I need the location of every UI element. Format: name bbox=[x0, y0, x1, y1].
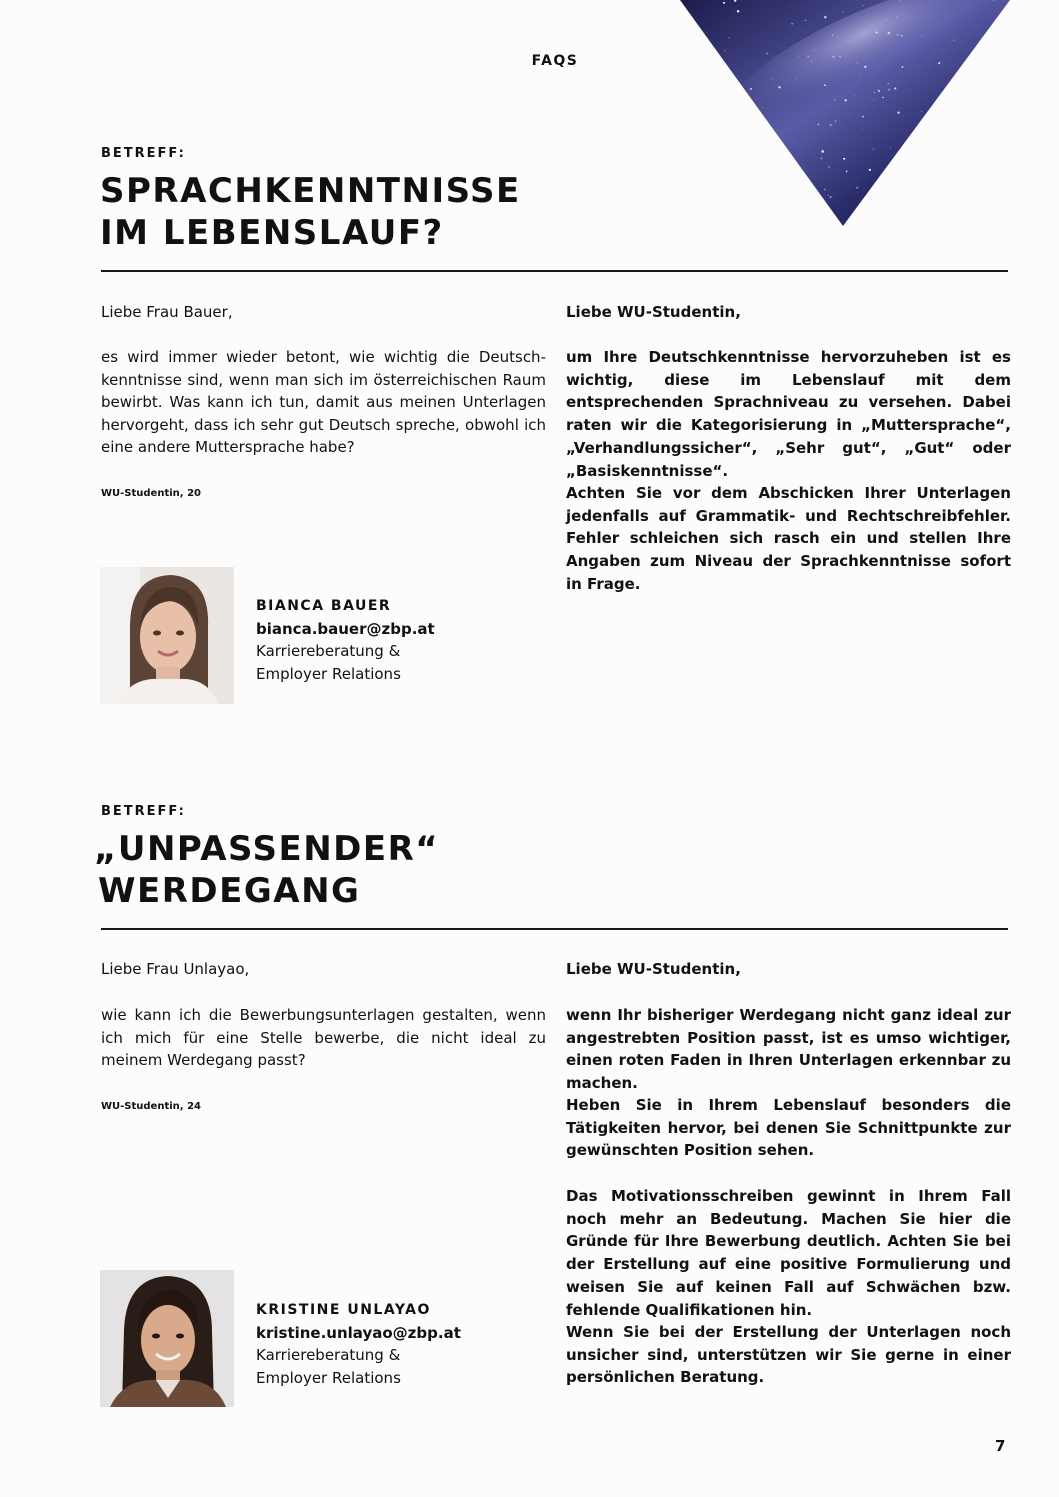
answer-paragraph: wenn Ihr bisheriger Werdegang nicht ganz ideal zur angestrebten Position passt, ist es umso wichtiger, einen roten Faden in Ihren Unterlagen erkennbar zu machen. bbox=[566, 1006, 1011, 1093]
answer-greeting: Liebe WU-Studentin, bbox=[566, 303, 741, 321]
answer-paragraph: Heben Sie in Ihrem Lebenslauf besonders die Tätigkeiten hervor, bei denen Sie Schnittpunkte zur gewünschten Position sehen. bbox=[566, 1096, 1011, 1160]
betreff-label: BETREFF: bbox=[101, 146, 186, 161]
answer-paragraph: Wenn Sie bei der Erstellung der Unterlagen noch unsicher sind, unterstützen wir Sie gerne in einer persönlichen Beratung. bbox=[566, 1323, 1011, 1387]
question-greeting: Liebe Frau Bauer, bbox=[101, 303, 233, 321]
page-number: 7 bbox=[995, 1437, 1006, 1455]
advisor-email[interactable]: bianca.bauer@zbp.at bbox=[256, 619, 435, 638]
answer-greeting: Liebe WU-Studentin, bbox=[566, 960, 741, 978]
advisor-name: BIANCA BAUER bbox=[256, 598, 392, 614]
divider bbox=[101, 270, 1008, 272]
question-text: es wird immer wieder betont, wie wichtig die Deutschkenntnisse sind, wenn man sich im österreichischen Raum bewirbt. Was kann ich tun, damit aus meinen Unterlagen hervorgeht, dass ich sehr gut Deutsch spreche, obwohl ich eine andere Muttersprache habe? bbox=[101, 348, 546, 456]
advisor-email[interactable]: kristine.unlayao@zbp.at bbox=[256, 1323, 461, 1342]
title-line: WERDEGANG bbox=[98, 871, 361, 911]
advisor-contact bbox=[256, 1299, 461, 1389]
answer-paragraph: um Ihre Deutschkenntnisse hervorzuheben ist es wichtig, diese im Lebenslauf mit dem entsprechenden Sprachniveau zu versehen. Dabei raten wir die Kategorisierung in „Muttersprache“, „Verhandlungssicher“, „Sehr gut“, „Gut“ oder „Basiskenntnisse“. bbox=[566, 348, 1011, 480]
advisor-contact bbox=[256, 595, 435, 685]
galaxy-triangle-image bbox=[680, 0, 1010, 226]
question-greeting: Liebe Frau Unlayao, bbox=[101, 960, 250, 978]
section-label: FAQS bbox=[531, 53, 579, 69]
advisor-role: Karriereberatung & bbox=[256, 1346, 401, 1364]
advisor-photo bbox=[100, 567, 234, 704]
question-signature: WU-Studentin, 24 bbox=[101, 1101, 201, 1112]
title-line: „UNPASSENDER“ bbox=[94, 829, 440, 869]
advisor-role: Employer Relations bbox=[256, 664, 401, 683]
question-text: wie kann ich die Bewerbungsunterlagen gestalten, wenn ich mich für eine Stelle bewerbe, die nicht ideal zu meinem Werdegang passt? bbox=[101, 1006, 546, 1069]
answer-paragraph: Das Motivationsschreiben gewinnt in Ihrem Fall noch mehr an Bedeutung. Machen Sie hier die Gründe für Ihre Bewerbung deutlich. Achten Sie bei der Erstellung auf eine positive Formulierung und weisen Sie auf keinen Fall auf Schwächen bzw. fehlende Qualifikationen hin. bbox=[566, 1187, 1011, 1319]
question-signature: WU-Studentin, 20 bbox=[101, 488, 201, 499]
section-title bbox=[94, 828, 439, 912]
advisor-role: Karriereberatung & bbox=[256, 642, 401, 660]
page-title bbox=[100, 170, 521, 254]
title-line: SPRACHKENNTNISSE bbox=[100, 171, 521, 211]
advisor-role: Employer Relations bbox=[256, 1368, 401, 1387]
advisor-name: KRISTINE UNLAYAO bbox=[256, 1302, 431, 1318]
title-line: IM LEBENSLAUF? bbox=[100, 213, 444, 253]
answer-paragraph: Achten Sie vor dem Abschicken Ihrer Unterlagen jedenfalls auf Grammatik- und Rechtschreibfehler. Fehler schleichen sich rasch ein und stellen Ihre Angaben zum Niveau der Sprachkenntnisse sofort in Frage. bbox=[566, 484, 1011, 593]
divider bbox=[101, 928, 1008, 930]
advisor-photo bbox=[100, 1270, 234, 1407]
betreff-label: BETREFF: bbox=[101, 804, 186, 819]
